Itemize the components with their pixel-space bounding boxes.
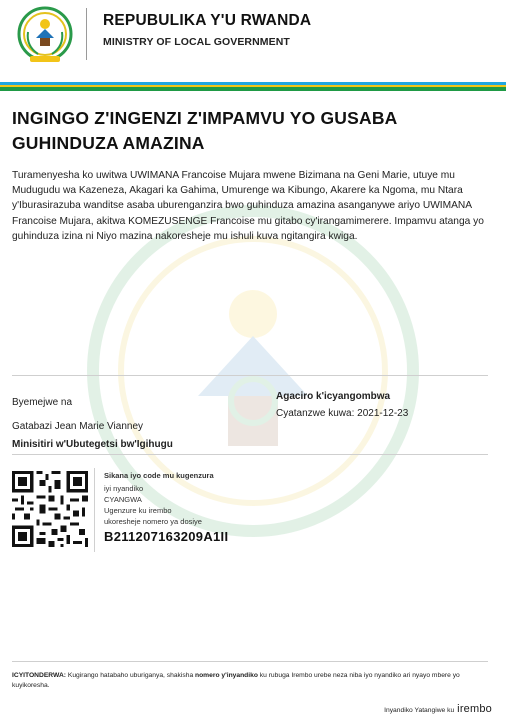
fee-block xyxy=(276,388,408,422)
issued-by-footer xyxy=(384,703,492,715)
notice-text: ku rubuga Irembo urebe neza niba iyo nyandiko ari nyayo mbere yo kuyikoresha. xyxy=(12,672,460,689)
qr-code-icon[interactable] xyxy=(12,471,88,547)
rwanda-coat-of-arms-icon xyxy=(16,4,74,66)
document-body: Turamenyesha ko uwitwa UWIMANA Francoise Mujara mwene Bizimana na Geni Marie, utuye mu Mudugudu wa Kazeneza, Akagari ka Gahima, Umurenge wa Kibungo, Akarere ka Ngoma, mu Ntara y'Iburasirazuba wanditse asaba uburenganzira bwo guhinduza amazina asanganywe ariyo UWIMANA Francoise Mujara, akitwa KOMEZUSENGE Francoise mu gitabo cy'irangamimerere. Impamvu atanga yo guhinduza izina ni Niyo mazina nakoresheje mu ishuli kuva ngitangira kwiga. xyxy=(12,170,484,242)
approval-block xyxy=(12,394,173,454)
signer-title: Minisitiri w'Ubutegetsi bw'Igihugu xyxy=(12,439,173,450)
document-header xyxy=(0,0,506,72)
verification-line: Ugenzure ku irembo xyxy=(104,506,172,515)
document-title: INGINGO Z'INGENZI Z'IMPAMVU YO GUSABA GUHINDUZA AMAZINA xyxy=(12,108,397,153)
notice-label: ICYITONDERWA: xyxy=(12,672,66,679)
section-divider xyxy=(12,375,488,376)
issue-date: Cyatanzwe kuwa: 2021-12-23 xyxy=(276,408,409,419)
document-number: B211207163209A1II xyxy=(104,529,229,544)
ministry-name: MINISTRY OF LOCAL GOVERNMENT xyxy=(103,36,290,48)
header-divider xyxy=(86,8,87,60)
irembo-logo[interactable]: irembo xyxy=(457,703,492,715)
qr-divider xyxy=(94,468,95,552)
verification-or: CYANGWA xyxy=(104,495,142,504)
verification-heading: Sikana iyo code mu kugenzura xyxy=(104,471,214,480)
notice-text: Kugirango hatabaho uburiganya, shakisha xyxy=(66,672,196,679)
verification-line: ukoresheje nomero ya dosiye xyxy=(104,517,202,526)
notice-highlight: nomero y'inyandiko xyxy=(195,672,258,679)
section-divider xyxy=(12,661,488,662)
footer-text: Inyandiko Yatangiwe ku xyxy=(384,707,455,714)
verification-block xyxy=(104,470,228,542)
approved-by-label: Byemejwe na xyxy=(12,397,73,408)
signer-name: Gatabazi Jean Marie Vianney xyxy=(12,421,144,432)
republic-name: REPUBULIKA Y'U RWANDA xyxy=(103,12,312,29)
section-divider xyxy=(12,454,488,455)
verification-line: iyi nyandiko xyxy=(104,484,144,493)
notice xyxy=(12,671,492,691)
flag-color-bar xyxy=(0,82,506,92)
fee-label: Agaciro k'icyangombwa xyxy=(276,391,391,402)
